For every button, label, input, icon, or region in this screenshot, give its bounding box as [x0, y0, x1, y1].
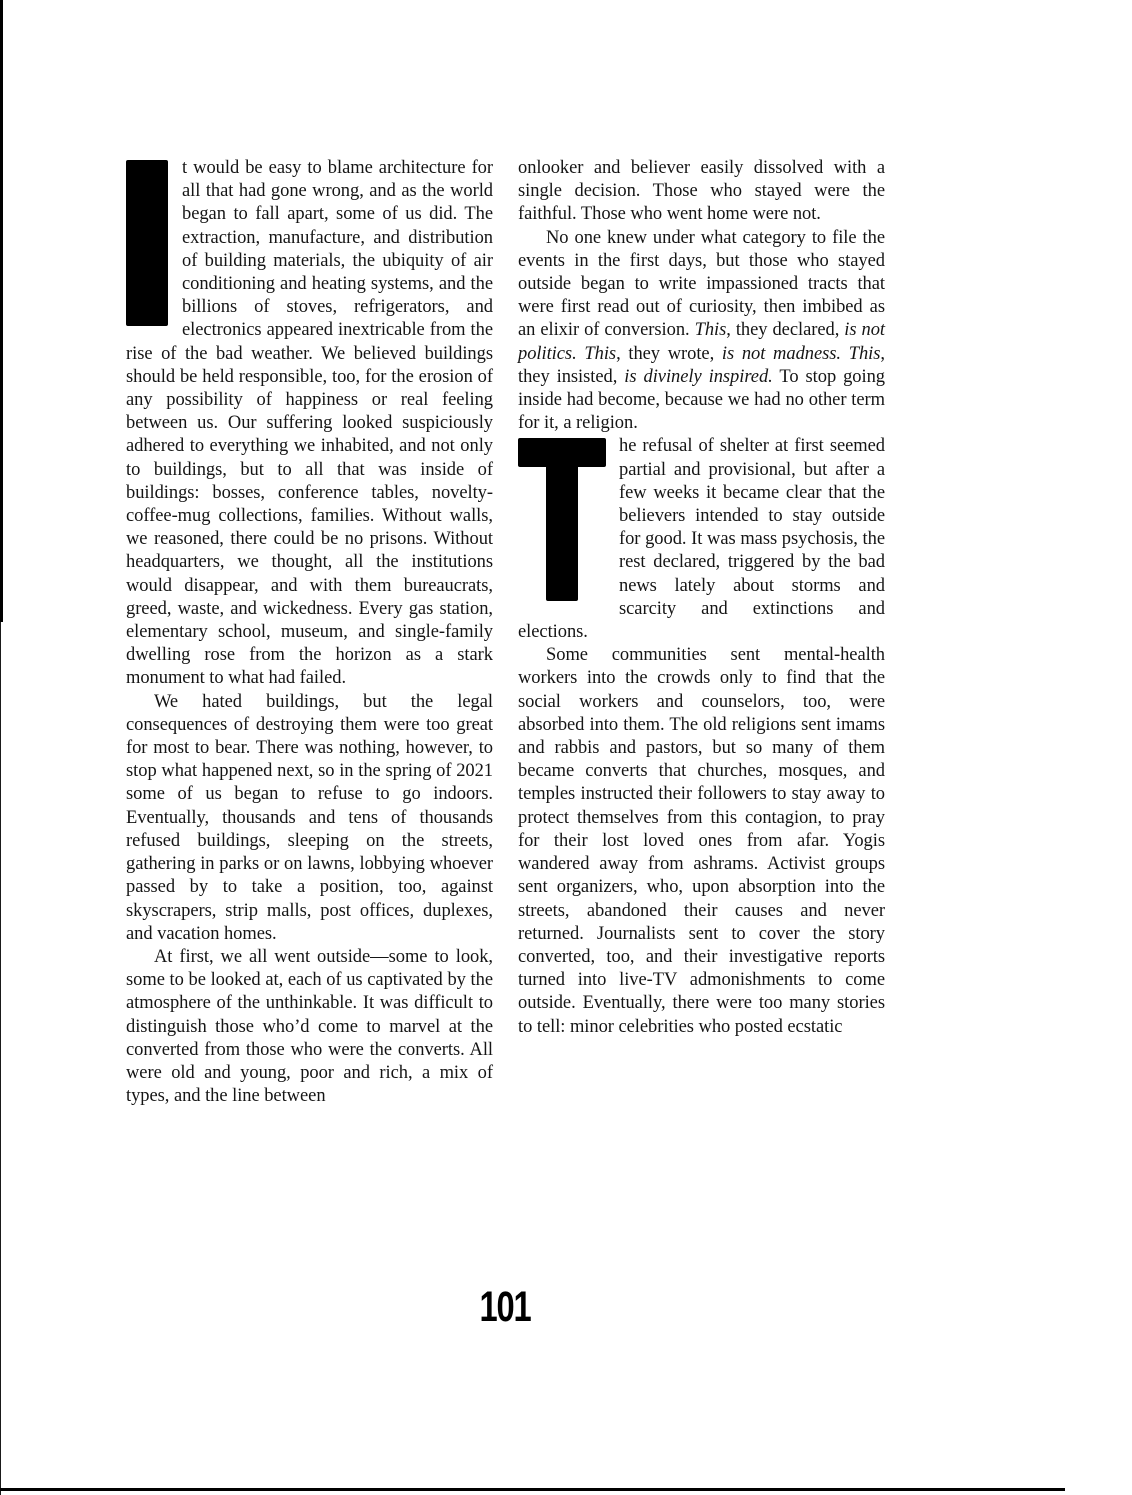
column-left: [126, 157, 493, 1108]
text-run-italic: This: [848, 343, 881, 364]
text-run: [841, 344, 849, 364]
text-run-italic: This: [584, 343, 617, 364]
dropcap-letter-t: [518, 438, 606, 601]
paragraph: At first, we all went outside—some to look, some to be looked at, each of us captivated by the atmosphere of the unthinkable. It was difficult to distinguish those who’d come to marvel at the converted from those who were the converts. All were old and young, poor and rich, a mix of types, and the line between: [126, 946, 493, 1107]
text-run: , they wrote,: [616, 343, 722, 364]
text-run: , they declared,: [726, 320, 845, 341]
paragraph-opening: [126, 157, 493, 691]
paragraph-section-two: [518, 435, 885, 644]
dropcap-letter-i: [126, 160, 168, 326]
text-run: To stop going inside had become, because we had no other term for it, a religion.: [518, 366, 885, 434]
text-run: , they insisted,: [518, 343, 885, 387]
text-run-italic: This: [694, 320, 727, 341]
paragraph-religion: [518, 227, 885, 436]
dropcap-t-shape: [518, 438, 606, 601]
text-run-italic: is divinely inspired.: [624, 366, 773, 387]
text-run-italic: is not madness.: [721, 343, 842, 364]
left-edge-bar: [0, 0, 3, 622]
paragraph: We hated buildings, but the legal consequences of destroying them were too great for most to bear. There was nothing, however, to stop what happened next, so in the spring of 2021 some of us began to refuse to go indoors. Eventually, thousands and tens of thousands refused buildings, sleeping on the streets, gathering in parks or on lawns, lobbying whoever passed by to take a position, too, against skyscrapers, strip malls, post offices, duplexes, and vacation homes.: [126, 691, 493, 944]
text-run: No one knew under what category to file the events in the first days, but those who stayed outside began to write impassioned tracts that were first read out of curiosity, then imbibed as an elixir of conversion.: [518, 227, 885, 341]
text-run-italic: is not politics.: [518, 320, 885, 364]
paragraph-text: he refusal of shelter at first seemed partial and provisional, but after a few weeks it became clear that the believers intended to stay outside for good. It was mass psychosis, the rest declared, triggered by the bad news lately about storms and scarcity and extinctions and elections.: [518, 436, 885, 643]
two-column-text-block: [126, 157, 886, 1108]
paragraph-text: t would be easy to blame architecture for all that had gone wrong, and as the world began to fall apart, some of us did. The extraction, manufacture, and distribution of building materials, the ubiquity of air conditioning and heating systems, and the billions of stoves, refrigerators, and electronics appeared inextricable from the rise of the bad weather. We believed buildings should be held responsible, too, for the erosion of any possibility of happiness or real feeling between us. Our suffering looked suspiciously adhered to everything we inhabited, and not only to buildings, but to all that was inside of buildings: bosses, conference tables, novelty-coffee-mug collections, families. Without walls, we reasoned, there could be no prisons. Without headquarters, we thought, all the institutions would disappear, and with them bureaucrats, greed, waste, and wickedness. Every gas station, elementary school, museum, and single-family dwelling rose from the horizon as a stark monument to what had failed.: [126, 158, 493, 689]
page-number: 101: [479, 1283, 531, 1331]
paragraph-continuation: onlooker and believer easily dissolved with a single decision. Those who stayed were the faithful. Those who went home were not.: [518, 158, 885, 225]
bottom-edge-bar: [0, 1488, 1065, 1491]
column-right: [518, 157, 885, 1108]
paragraph: Some communities sent mental-health workers into the crowds only to find that the social workers and counselors, too, were absorbed into them. The old religions sent imams and rabbis and pastors, but so many of them became converts that churches, mosques, and temples instructed their followers to stay away to protect themselves from this contagion, to pray for their lost loved ones from afar. Yogis wandered away from ashrams. Activist groups sent organizers, who, upon absorption into the streets, abandoned their causes and never returned. Journalists sent to cover the story converted, too, and their investigative reports turned into live-TV admonishments to come outside. Eventually, there were too many stories to tell: minor celebrities who posted ecstatic: [518, 645, 885, 1037]
